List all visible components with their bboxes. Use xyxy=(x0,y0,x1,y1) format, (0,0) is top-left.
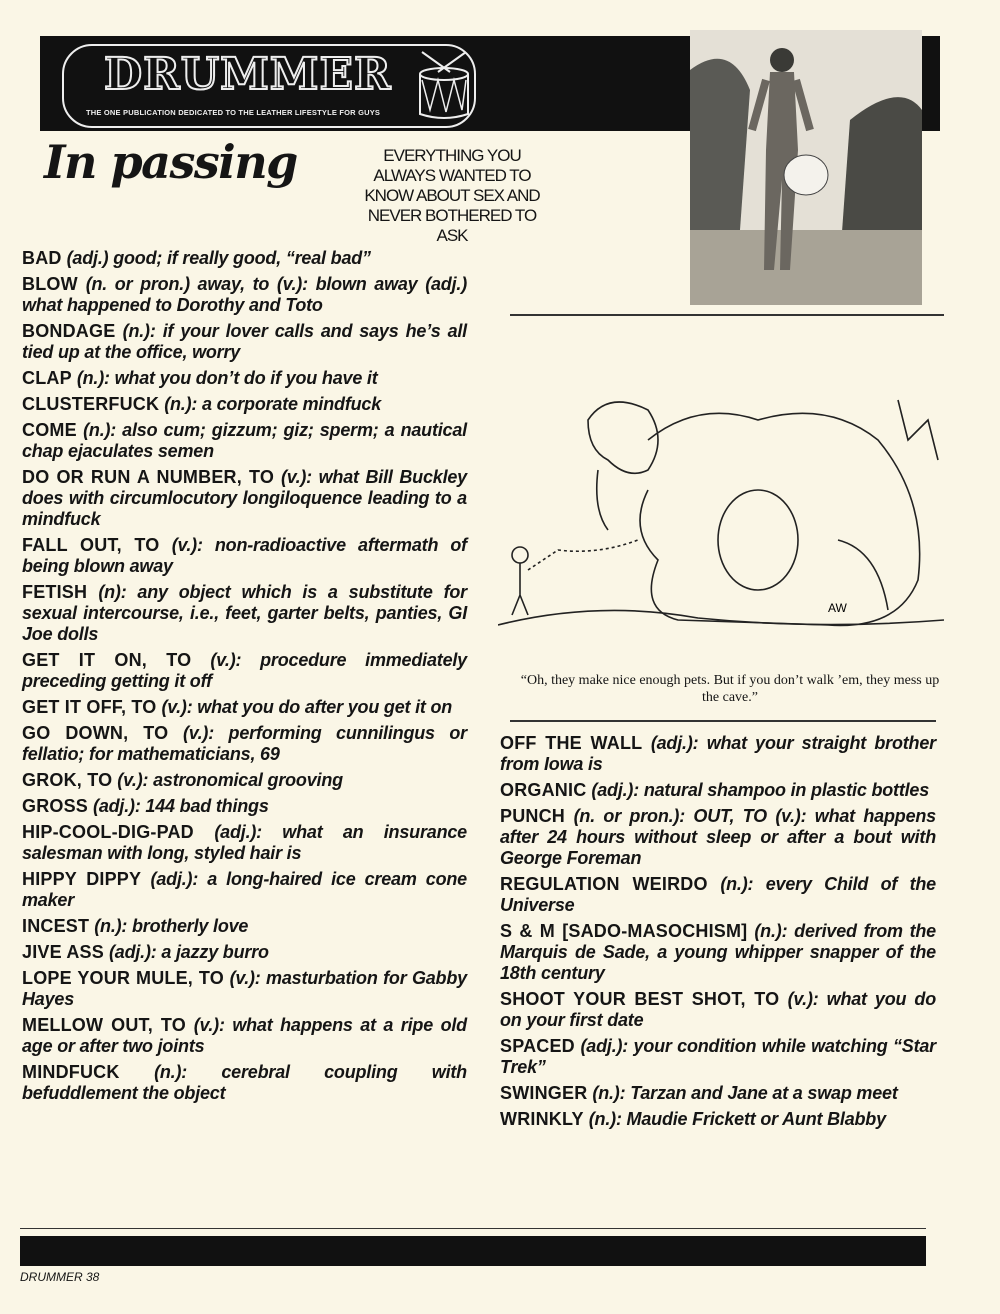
entry-definition: (n.): derived from the Marquis de Sade, a young whipper snapper of the 18th century xyxy=(500,921,936,983)
entry-definition: (n.): a corporate mindfuck xyxy=(164,394,382,414)
entry-term: BLOW xyxy=(22,274,78,294)
entry-definition: (adj.): 144 bad things xyxy=(93,796,269,816)
cartoon xyxy=(498,380,944,645)
footer-bar xyxy=(20,1236,926,1266)
glossary-entry xyxy=(22,582,467,645)
glossary-entry xyxy=(22,1015,467,1057)
entry-term: HIPPY DIPPY xyxy=(22,869,142,889)
entry-term: MELLOW OUT, TO xyxy=(22,1015,186,1035)
glossary-entry xyxy=(22,968,467,1010)
entry-definition: (adj.): what an insurance salesman with long, styled hair is xyxy=(22,822,467,863)
glossary-entry xyxy=(500,989,936,1031)
divider xyxy=(510,314,944,316)
entry-definition: (adj.) good; if really good, “real bad” xyxy=(66,248,371,268)
entry-definition: (n.): what you don’t do if you have it xyxy=(76,368,378,388)
entry-term: LOPE YOUR MULE, TO xyxy=(22,968,224,988)
entry-term: DO OR RUN A NUMBER, TO xyxy=(22,467,275,487)
divider xyxy=(20,1228,926,1229)
entry-term: FALL OUT, TO xyxy=(22,535,160,555)
glossary-entry xyxy=(22,274,467,316)
entry-definition: (v.): astronomical grooving xyxy=(117,770,343,790)
entry-term: SPACED xyxy=(500,1036,575,1056)
entry-definition: (v.): performing cunnilingus or fellatio; for mathematicians, 69 xyxy=(22,723,467,764)
entry-definition: (adj.): a jazzy burro xyxy=(108,942,269,962)
dragon-illustration xyxy=(498,380,944,645)
entry-definition: (adj.): natural shampoo in plastic bottles xyxy=(591,780,930,800)
cartoon-signature: AW xyxy=(828,601,847,615)
glossary-entry xyxy=(22,368,467,389)
entry-term: JIVE ASS xyxy=(22,942,104,962)
entry-term: SWINGER xyxy=(500,1083,588,1103)
entry-definition: (n.): cerebral coupling with befuddlement the object xyxy=(22,1062,467,1103)
glossary-entry xyxy=(22,697,467,718)
glossary-entry xyxy=(22,394,467,415)
entry-term: PUNCH xyxy=(500,806,566,826)
glossary-entry xyxy=(500,921,936,984)
entry-definition: (n.): Tarzan and Jane at a swap meet xyxy=(592,1083,898,1103)
entry-term: COME xyxy=(22,420,77,440)
entry-definition: (v.): procedure immediately preceding getting it off xyxy=(22,650,467,691)
divider xyxy=(510,720,936,722)
entry-definition: (n.): if your lover calls and says he’s all tied up at the office, worry xyxy=(22,321,467,362)
entry-term: BONDAGE xyxy=(22,321,116,341)
glossary-entry xyxy=(22,420,467,462)
entry-term: FETISH xyxy=(22,582,88,602)
glossary-entry xyxy=(500,1109,936,1130)
glossary-entry xyxy=(22,942,467,963)
glossary-entry xyxy=(22,916,467,937)
entry-definition: (adj.): what your straight brother from Iowa is xyxy=(500,733,936,774)
entry-definition: (adj.): your condition while watching “Star Trek” xyxy=(500,1036,936,1077)
entry-definition: (n. or pron.) away, to (v.): blown away (adj.) what happened to Dorothy and Toto xyxy=(22,274,467,315)
cartoon-caption: “Oh, they make nice enough pets. But if you don’t walk ’em, they mess up the cave.” xyxy=(520,673,940,705)
logo xyxy=(62,44,476,128)
entry-term: GO DOWN, TO xyxy=(22,723,169,743)
entry-term: GROK, TO xyxy=(22,770,113,790)
entry-definition: (n.): also cum; gizzum; giz; sperm; a nautical chap ejaculates semen xyxy=(22,420,467,461)
photo xyxy=(690,30,922,305)
page-title: In passing xyxy=(44,135,297,189)
entry-definition: (v.): non-radioactive aftermath of being blown away xyxy=(22,535,467,576)
entry-definition: (n.): every Child of the Universe xyxy=(500,874,936,915)
glossary-entry xyxy=(22,321,467,363)
entry-term: MINDFUCK xyxy=(22,1062,120,1082)
photo-image xyxy=(690,30,922,305)
glossary-entry xyxy=(22,1062,467,1104)
entry-definition: (n): any object which is a substitute for sexual intercourse, i.e., feet, garter belts, panties, GI Joe dolls xyxy=(22,582,467,644)
glossary-entry xyxy=(500,1036,936,1078)
entry-term: BAD xyxy=(22,248,62,268)
glossary-entry xyxy=(500,733,936,775)
entry-definition: (v.): what you do after you get it on xyxy=(161,697,453,717)
glossary-entry xyxy=(22,822,467,864)
glossary-entry xyxy=(22,467,467,530)
glossary-entry xyxy=(22,723,467,765)
entry-definition: (v.): what you do on your first date xyxy=(500,989,936,1030)
entry-term: INCEST xyxy=(22,916,90,936)
entry-term: WRINKLY xyxy=(500,1109,584,1129)
entry-definition: (n.): Maudie Frickett or Aunt Blabby xyxy=(588,1109,886,1129)
entry-term: OFF THE WALL xyxy=(500,733,643,753)
glossary-entry xyxy=(22,650,467,692)
entry-term: ORGANIC xyxy=(500,780,587,800)
entry-definition: (v.): what happens at a ripe old age or after two joints xyxy=(22,1015,467,1056)
entry-definition: (adj.): a long-haired ice cream cone maker xyxy=(22,869,467,910)
entry-term: CLUSTERFUCK xyxy=(22,394,160,414)
glossary-entry xyxy=(22,869,467,911)
entry-term: GET IT OFF, TO xyxy=(22,697,157,717)
drum-icon xyxy=(416,50,472,122)
glossary-entry xyxy=(22,248,467,269)
glossary-entry xyxy=(22,770,467,791)
entry-term: S & M [SADO-MASOCHISM] xyxy=(500,921,748,941)
glossary-entry xyxy=(500,780,936,801)
glossary-right-column xyxy=(500,733,936,1135)
glossary-entry xyxy=(22,535,467,577)
entry-term: GET IT ON, TO xyxy=(22,650,192,670)
entry-term: GROSS xyxy=(22,796,89,816)
entry-definition: (v.): what Bill Buckley does with circumlocutory longiloquence leading to a mindfuck xyxy=(22,467,467,529)
glossary-entry xyxy=(500,806,936,869)
entry-term: CLAP xyxy=(22,368,72,388)
entry-definition: (v.): masturbation for Gabby Hayes xyxy=(22,968,467,1009)
entry-term: SHOOT YOUR BEST SHOT, TO xyxy=(500,989,780,1009)
page-subtitle: EVERYTHING YOU ALWAYS WANTED TO KNOW ABOUT SEX AND NEVER BOTHERED TO ASK xyxy=(364,146,540,245)
tagline: THE ONE PUBLICATION DEDICATED TO THE LEATHER LIFESTYLE FOR GUYS xyxy=(86,108,381,117)
entry-term: REGULATION WEIRDO xyxy=(500,874,708,894)
glossary-entry xyxy=(500,874,936,916)
glossary-left-column xyxy=(22,248,467,1109)
glossary-entry xyxy=(22,796,467,817)
glossary-entry xyxy=(500,1083,936,1104)
logo-text: DRUMMER xyxy=(104,49,392,100)
entry-term: HIP-COOL-DIG-PAD xyxy=(22,822,194,842)
entry-definition: (n.): brotherly love xyxy=(94,916,249,936)
entry-definition: (n. or pron.): OUT, TO (v.): what happens after 24 hours without sleep or after a bout with George Foreman xyxy=(500,806,936,868)
page-folio: DRUMMER 38 xyxy=(20,1270,100,1284)
